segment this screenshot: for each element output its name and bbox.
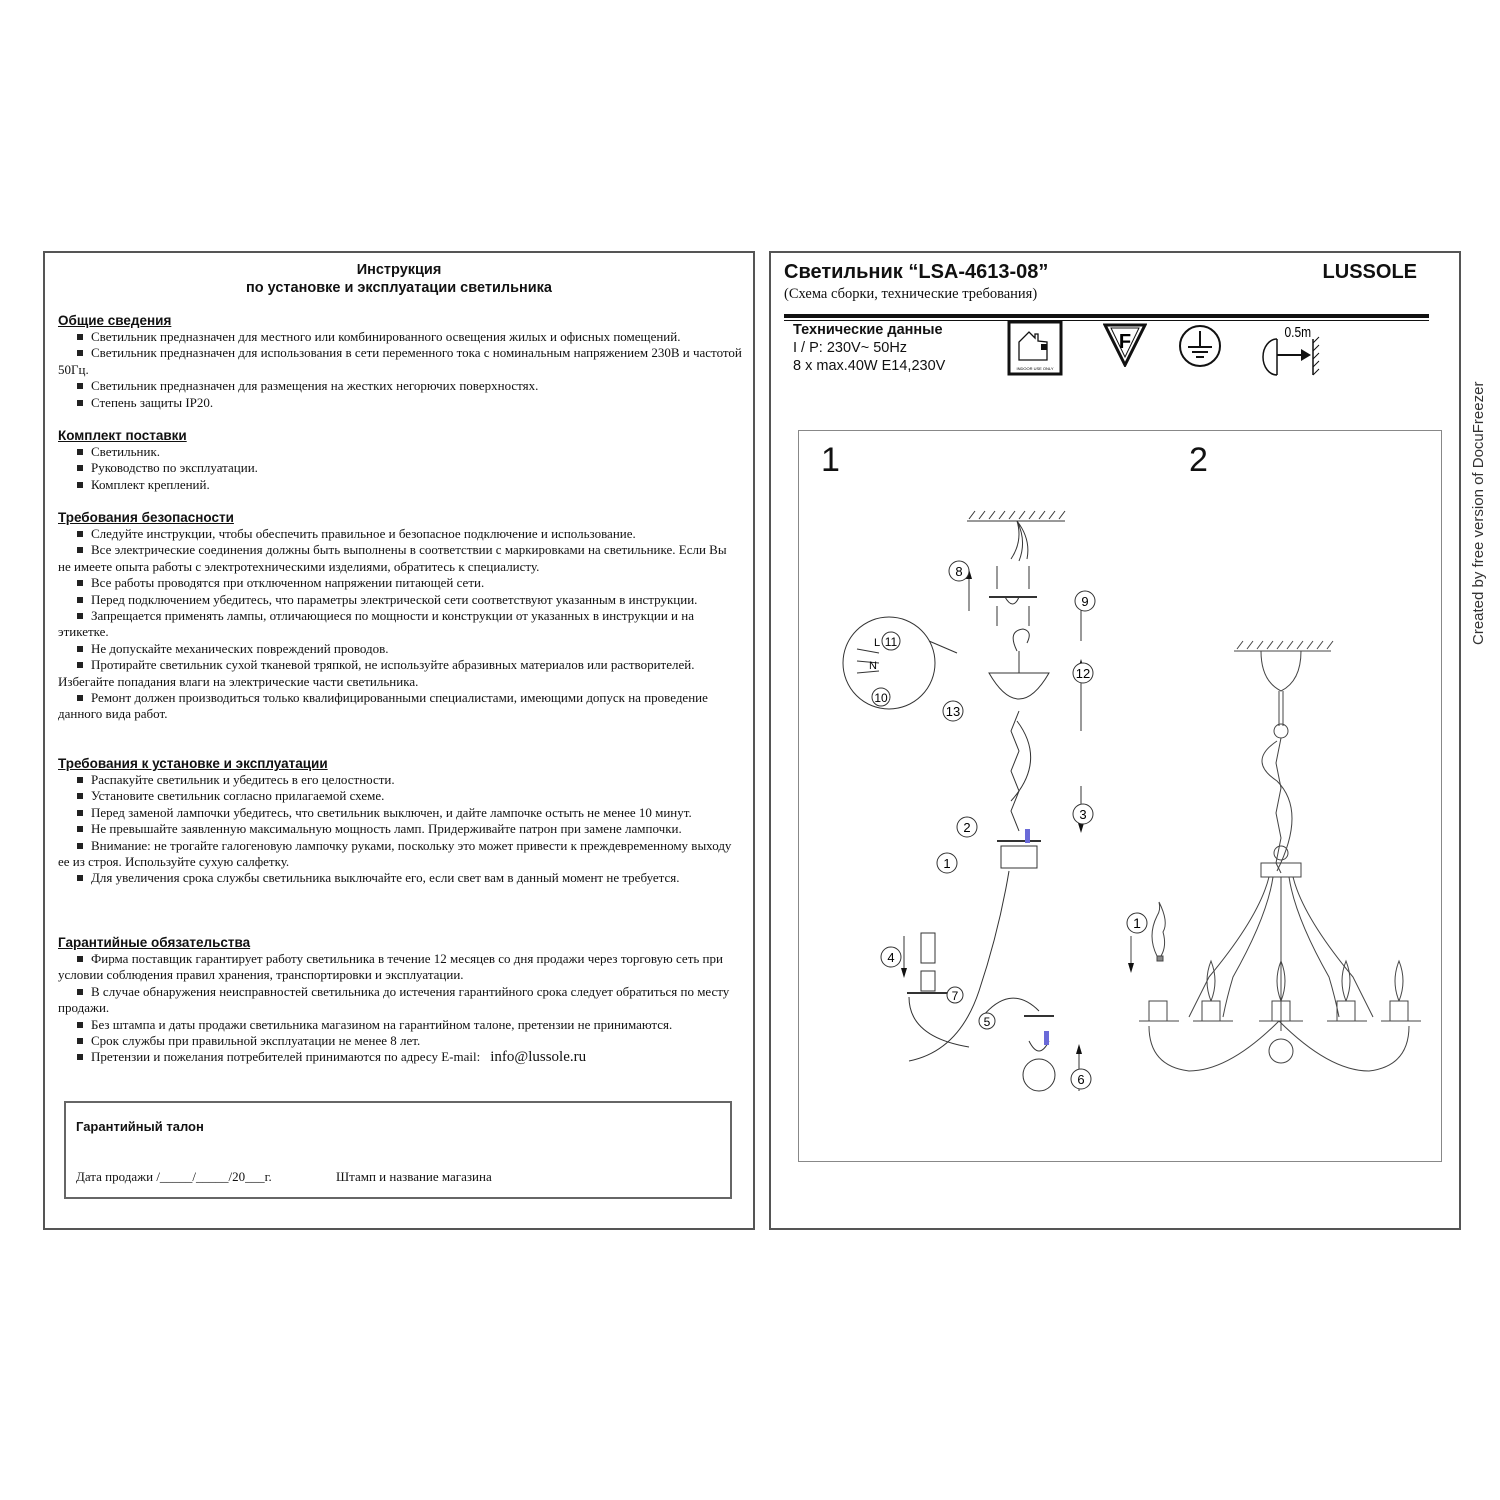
tech-lamps: 8 x max.40W E14,230V: [793, 358, 946, 374]
bullet-icon: [77, 1054, 83, 1060]
wire-label-n: N: [869, 660, 877, 672]
svg-text:12: 12: [1075, 666, 1091, 681]
list-item: Не превышайте заявленную максимальную мощность ламп. Придерживайте патрон при замене лампочки.: [58, 821, 742, 837]
section-heading: Гарантийные обязательства: [58, 935, 251, 950]
list-item: Не допускайте механических повреждений проводов.: [58, 641, 742, 657]
list-item: Руководство по эксплуатации.: [58, 460, 742, 476]
bullet-icon: [77, 826, 83, 832]
list-item: Светильник предназначен для размещения на жестких негорючих поверхностях.: [58, 378, 742, 394]
list-item: Запрещается применять лампы, отличающиеся по мощности и конструкции от указанных в инструкции и на этикетке.: [58, 608, 694, 640]
bullet-icon: [77, 531, 83, 537]
instruction-page: [43, 251, 755, 1230]
svg-text:4: 4: [887, 950, 895, 965]
list-item: Ремонт должен производиться только квалифицированными специалистами, имеющими допуск на проведение данного вида работ.: [58, 690, 708, 722]
svg-text:9: 9: [1081, 594, 1089, 609]
callout-1: [937, 853, 957, 873]
bullet-icon: [77, 580, 83, 586]
callout-3: [1073, 804, 1093, 824]
bullet-icon: [77, 956, 83, 962]
svg-text:10: 10: [874, 691, 888, 705]
section-heading: Общие сведения: [58, 313, 172, 328]
callout-11: [882, 632, 900, 650]
bullet-icon: [77, 1022, 83, 1028]
callout-6: [1071, 1069, 1091, 1089]
list-item: Для увеличения срока службы светильника выключайте его, если свет вам в данный момент не требуется.: [58, 870, 742, 886]
callout-7: [947, 987, 963, 1003]
bullet-icon: [77, 547, 83, 553]
list-item: Претензии и пожелания потребителей принимаются по адресу E-mail: info@lussole.ru: [58, 1049, 742, 1065]
doc-title: Инструкция: [356, 262, 442, 278]
section-package: [58, 428, 742, 493]
product-subtitle: (Схема сборки, технические требования): [784, 286, 1038, 302]
bullet-icon: [77, 646, 83, 652]
tech-data: [793, 321, 945, 375]
callout-9: [1075, 591, 1095, 611]
bullet-icon: [77, 350, 83, 356]
list-item: Протирайте светильник сухой тканевой тряпкой, не используйте абразивных материалов или растворителей. Избегайте попадания влаги на электрические части светильника.: [58, 657, 695, 689]
list-item: Степень защиты IP20.: [58, 395, 742, 411]
list-item: Светильник предназначен для местного или комбинированного освещения жилых и офисных помещений.: [58, 329, 742, 345]
tech-data-heading: Технические данные: [793, 322, 943, 338]
bullet-icon: [77, 875, 83, 881]
callout-4: [881, 947, 901, 967]
wire-label-l: L: [873, 637, 881, 649]
callout-8: [949, 561, 969, 581]
svg-text:2: 2: [963, 820, 971, 835]
svg-text:1: 1: [1133, 915, 1141, 931]
bullet-icon: [77, 449, 83, 455]
bullet-icon: [77, 777, 83, 783]
store-stamp-label: Штамп и название магазина: [336, 1169, 492, 1184]
bullet-icon: [77, 793, 83, 799]
list-item: Без штампа и даты продажи светильника магазином на гарантийном талоне, претензии не принимаются.: [58, 1017, 742, 1033]
watermark: Created by free version of DocuFreezer: [1470, 381, 1487, 645]
svg-text:F: F: [1118, 331, 1132, 353]
bullet-icon: [77, 662, 83, 668]
bullet-icon: [77, 383, 83, 389]
callout-1: [1127, 913, 1147, 933]
f-mark-flammable-surface-icon: [1103, 323, 1147, 367]
bullet-icon: [77, 400, 83, 406]
bullet-icon: [77, 810, 83, 816]
figure-2-label: 2: [1189, 441, 1208, 479]
doc-subtitle: по установке и эксплуатации светильника: [246, 280, 552, 296]
section-installation: [58, 756, 742, 887]
email-link[interactable]: info@lussole.ru: [490, 1049, 587, 1066]
brand-name: LUSSOLE: [1322, 261, 1417, 283]
product-title: Светильник “LSA-4613-08”: [784, 261, 1049, 283]
assembly-exploded-diagram: [829, 501, 1129, 1111]
list-item: Фирма поставщик гарантирует работу светильника в течение 12 месяцев со дня продажи через торговую сеть при условии соблюдения правил хранения, транспортировки и эксплуатации.: [58, 951, 723, 983]
bullet-icon: [77, 989, 83, 995]
section-warranty: [58, 935, 742, 1066]
svg-text:1: 1: [943, 856, 951, 871]
svg-text:8: 8: [955, 564, 963, 579]
svg-text:6: 6: [1077, 1072, 1085, 1087]
bullet-icon: [77, 1038, 83, 1044]
callout-10: [872, 688, 890, 706]
list-item: Комплект креплений.: [58, 477, 742, 493]
section-heading: Требования к установке и эксплуатации: [58, 756, 328, 771]
callout-12: [1073, 663, 1093, 683]
callout-5: [979, 1013, 995, 1029]
assembled-chandelier-diagram: [1109, 631, 1439, 1081]
section-general: [58, 313, 742, 411]
list-item: В случае обнаружения неисправностей светильника до истечения гарантийного срока следует обратиться по месту продажи.: [58, 983, 730, 1016]
callout-13: [943, 701, 963, 721]
svg-text:5: 5: [983, 1015, 991, 1029]
list-item: Все электрические соединения должны быть выполнены в соответствии с маркировками на светильнике. Если Вы не имеете опыта работы с электротехническими изделиями, обратитесь к специалисту.: [58, 542, 727, 574]
svg-text:13: 13: [945, 704, 961, 719]
sale-date-field: Дата продажи /_____/_____/20___г.: [76, 1169, 272, 1184]
section-safety: [58, 510, 742, 723]
section-heading: Комплект поставки: [58, 428, 187, 443]
indoor-use-only-icon: [1007, 320, 1063, 376]
list-item: Срок службы при правильной эксплуатации не менее 8 лет.: [58, 1033, 742, 1049]
list-item: Перед заменой лампочки убедитесь, что светильник выключен, и дайте лампочке остыть не менее 10 минут.: [58, 805, 742, 821]
figure-1-label: 1: [821, 441, 840, 479]
assembly-diagram-frame: [798, 430, 1442, 1162]
bullet-icon: [77, 597, 83, 603]
warranty-card: [64, 1101, 732, 1199]
list-item: Внимание: не трогайте галогеновую лампочку руками, поскольку это может привести к преждевременному выходу ее из строя. Используйте сухую салфетку.: [58, 837, 732, 870]
bullet-icon: [77, 482, 83, 488]
bullet-icon: [77, 843, 83, 849]
list-item: Все работы проводятся при отключенном напряжении питающей сети.: [58, 575, 742, 591]
bullet-icon: [77, 613, 83, 619]
svg-text:INDOOR USE ONLY: INDOOR USE ONLY: [1016, 366, 1054, 371]
bullet-icon: [77, 465, 83, 471]
section-heading: Требования безопасности: [58, 510, 234, 525]
tech-input: I / P: 230V~ 50Hz: [793, 340, 908, 356]
bullet-icon: [77, 334, 83, 340]
list-item: Светильник предназначен для использования в сети переменного тока с номинальным напряжением 230В и частотой 50Гц.: [58, 345, 742, 377]
svg-text:3: 3: [1079, 807, 1087, 822]
warranty-card-title: Гарантийный талон: [76, 1119, 204, 1134]
divider: [784, 314, 1429, 318]
callout-2: [957, 817, 977, 837]
bullet-icon: [77, 695, 83, 701]
svg-text:0.5m: 0.5m: [1284, 323, 1312, 341]
assembly-scheme-page: [769, 251, 1461, 1230]
list-item: Следуйте инструкции, чтобы обеспечить правильное и безопасное подключение и использование.: [58, 526, 742, 542]
list-item: Распакуйте светильник и убедитесь в его целостности.: [58, 772, 742, 788]
list-item: Перед подключением убедитесь, что параметры электрической сети соответствуют указанным в инструкции.: [58, 592, 742, 608]
svg-text:11: 11: [884, 635, 898, 649]
svg-text:7: 7: [951, 989, 959, 1003]
min-distance-icon: [1261, 319, 1327, 379]
list-item: Светильник.: [58, 444, 742, 460]
list-item: Установите светильник согласно прилагаемой схеме.: [58, 788, 742, 804]
protective-earth-icon: [1177, 323, 1223, 369]
